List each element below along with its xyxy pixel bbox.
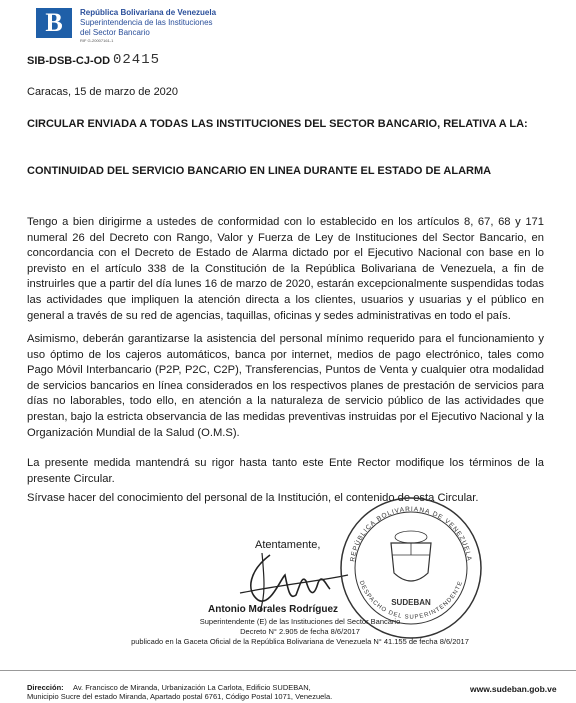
- circular-subject: CONTINUIDAD DEL SERVICIO BANCARIO EN LINEA DURANTE EL ESTADO DE ALARMA: [27, 165, 492, 177]
- footer-divider: [0, 670, 576, 671]
- closing-text: Atentamente,: [255, 539, 321, 551]
- document-date: Caracas, 15 de marzo de 2020: [27, 86, 179, 98]
- footer-address-line-2: Municipio Sucre del estado Miranda, Apartado postal 6761, Código Postal 1071, Venezuela.: [27, 692, 333, 701]
- sudeban-logo: B: [36, 8, 72, 38]
- paragraph-2: Asimismo, deberán garantizarse la asistencia del personal mínimo requerido para el funcionamiento y uso óptimo de los cajeros automáticos, banca por internet, medios de pago electrónico, tales como Pago Móvil Interbancario (P2P, P2C, C2P), Transferencias, Puntos de Venta y cualquier otra modalidad de servicios bancarios en línea considerados en los respectivos planes de prestación de servicios para días no laborables, todo ello, en atención a la naturaleza de servicio público de las actividades que prestan, bajo la estricta observancia de las medidas preventivas instruidas por el Ejecutivo Nacional y la Organización Mundial de la Salud (O.M.S).: [27, 333, 544, 439]
- header-line-3: del Sector Bancario: [80, 28, 150, 37]
- signatory-gazette: publicado en la Gaceta Oficial de la República Bolivariana de Venezuela N° 41.155 de fecha 8/6/2017: [131, 637, 469, 646]
- signatory-title: Superintendente (E) de las Instituciones del Sector Bancario: [199, 617, 401, 626]
- seal-center-text: SUDEBAN: [391, 598, 431, 607]
- document-code: SIB-DSB-CJ-OD: [27, 55, 111, 67]
- seal-ring-text: REPÚBLICA BOLIVARIANA DE VENEZUELA: [349, 505, 473, 563]
- footer-address-label: Dirección:: [27, 683, 64, 692]
- signatory-name: Antonio Morales Rodríguez: [208, 604, 338, 615]
- seal-bottom-text: DESPACHO DEL SUPERINTENDENTE: [357, 580, 465, 621]
- footer-address-line-1: Av. Francisco de Miranda, Urbanización La Carlota, Edificio SUDEBAN,: [73, 683, 311, 692]
- document-number: 02415: [113, 52, 161, 68]
- header-ref: RIF G-20007161-1: [80, 38, 114, 43]
- footer-website-link[interactable]: www.sudeban.gob.ve: [470, 684, 557, 694]
- signatory-decree: Decreto N° 2.905 de fecha 8/6/2017: [240, 627, 360, 636]
- header-line-2: Superintendencia de las Instituciones: [80, 18, 213, 27]
- paragraph-1: Tengo a bien dirigirme a ustedes de conformidad con lo establecido en los artículos 8, 67, 68 y 171 numeral 26 del Decreto con Rango, Valor y Fuerza de Ley de Instituciones del Sector Bancario, en concordancia con el Decreto de Estado de Alarma dictado por el Ejecutivo Nacional con base en lo previsto en el artículo 338 de la Constitución de la República Bolivariana de Venezuela, a fin de instruirles que a partir del día lunes 16 de marzo de 2020, estarán excepcionalmente suspendidas todas las actividades que impliquen la atención directa a los clientes, usuarios y usuarias y el público en general a través de su red de agencias, taquillas, oficinas y sedes administrativas en todo el país.: [27, 216, 544, 322]
- paragraph-3: La presente medida mantendrá su rigor hasta tanto este Ente Rector modifique los términos de la presente Circular.: [27, 457, 544, 485]
- circular-heading: CIRCULAR ENVIADA A TODAS LAS INSTITUCIONES DEL SECTOR BANCARIO, RELATIVA A LA:: [27, 118, 528, 130]
- paragraph-4: Sírvase hacer del conocimiento del personal de la Institución, el contenido de esta Circular.: [27, 492, 479, 504]
- header-line-1: República Bolivariana de Venezuela: [80, 8, 217, 17]
